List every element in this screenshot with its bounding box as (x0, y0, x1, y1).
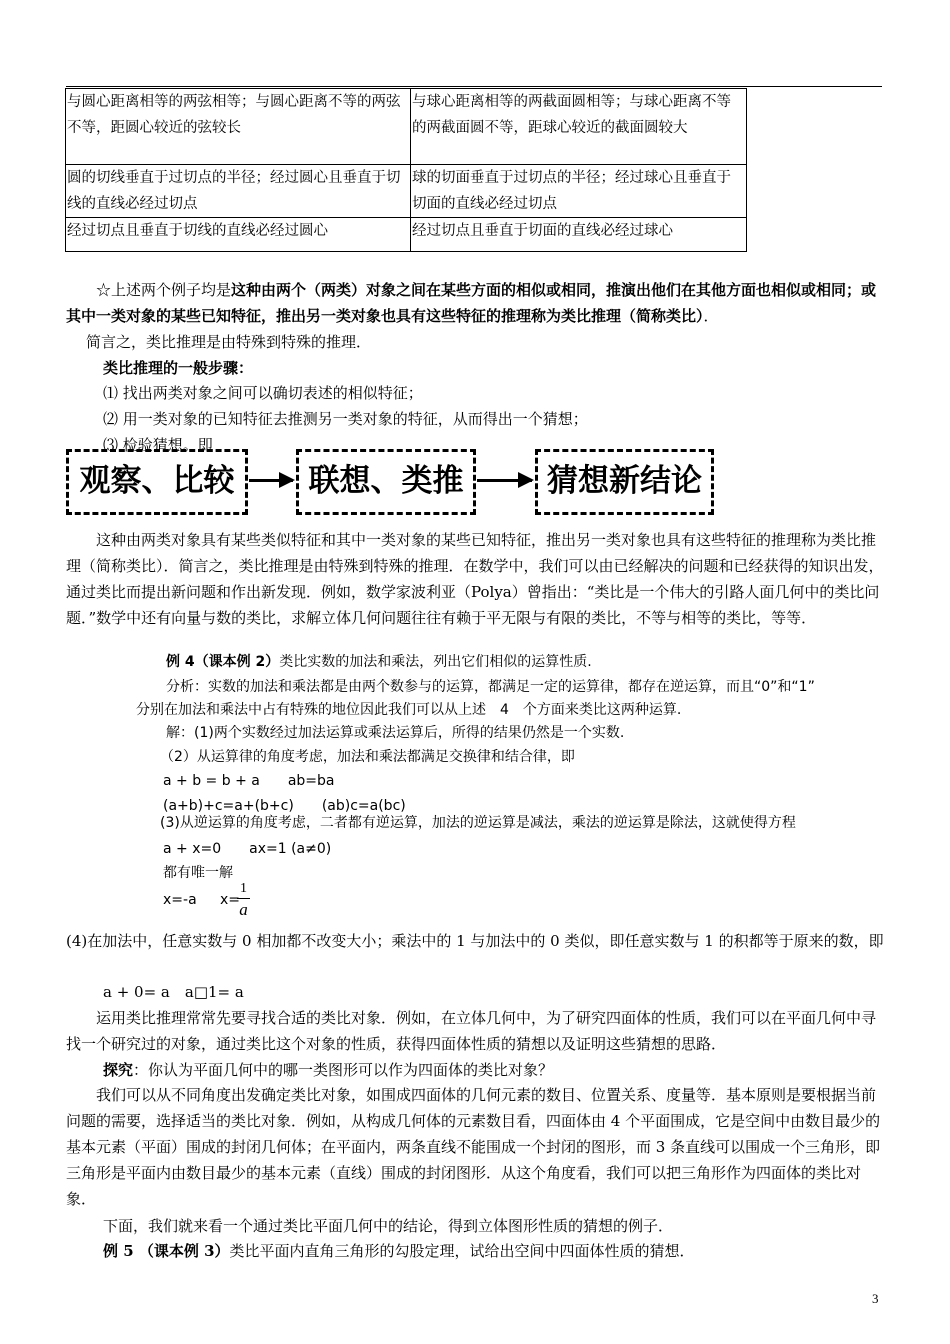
example5-text: 类比平面内直角三角形的勾股定理，试给出空间中四面体性质的猜想． (229, 1242, 695, 1260)
steps-heading: 类比推理的一般步骤： (103, 359, 254, 377)
example4-solution: 解：(1)两个实数经过加法运算或乘法运算后，所得的结果仍然是一个实数. (166, 725, 625, 741)
table-cell: 经过切点且垂直于切线的直线必经过圆心 (66, 218, 411, 252)
table-cell: 与圆心距离相等的两弦相等；与圆心距离不等的两弦不等，距圆心较近的弦较长 (66, 89, 411, 165)
angle-paragraph: 我们可以从不同角度出发确定类比对象，如围成四面体的几何元素的数目、位置关系、度量等．基本原则是要根据当前问题的需要，选择适当的类比对象．例如，从构成几何体的元素数目看，四面体由 4 个平面围成，它是空间中由数目最少的基本元素（平面）围成的封闭几何体；在平面内，两条直线不能围成一个封闭的图形，而 3 条直线可以围成一个三角形，即三角形是平面内由数目最少的基本元素（直线）围成的封闭图形．从这个角度看，我们可以把三角形作为四面体的类比对象． (66, 1086, 881, 1208)
explore-line (103, 1057, 553, 1083)
equation: x=-a (163, 892, 197, 908)
example4-analysis: 分别在加法和乘法中占有特殊的地位因此我们可以从上述 4 个方面来类比这两种运算. (136, 702, 682, 718)
table-row (66, 218, 747, 252)
example5-line (103, 1238, 695, 1264)
next-paragraph: 下面，我们就来看一个通过类比平面几何中的结论，得到立体图形性质的猜想的例子． (103, 1217, 674, 1235)
flow-box-associate: 联想、类推 (296, 449, 476, 515)
page-number: 3 (872, 1291, 879, 1306)
example4-title: 例 4（课本例 2） (166, 654, 280, 670)
fraction (237, 880, 250, 921)
table-cell: 圆的切线垂直于过切点的半径；经过圆心且垂直于切线的直线必经过切点 (66, 165, 411, 218)
table-cell: 与球心距离相等的两截面圆相等；与球心距离不等的两截面圆不等，距球心较近的截面圆较大 (411, 89, 747, 165)
example4-analysis: 分析：实数的加法和乘法都是由两个数参与的运算，都满足一定的运算律，都存在逆运算，而且“0”和“1” (166, 679, 815, 695)
fraction-numerator: 1 (237, 880, 250, 899)
definition-bold: 这种由两个（两类）对象之间在某些方面的相似或相同，推演出他们在其他方面也相似或相同；或其中一类对象的某些已知特征，推出另一类对象也具有这些特征的推理称为类比推理（简称类比） (66, 281, 877, 325)
intro-paragraph: 这种由两类对象具有某些类似特征和其中一类对象的某些已知特征，推出另一类对象也具有这些特征的推理称为类比推理（简称类比）．简言之，类比推理是由特殊到特殊的推理．在数学中，我们可以由已经解决的问题和已经获得的知识出发，通过类比而提出新问题和作出新发现．例如，数学家波利亚（Polya）曾指出：“类比是一个伟大的引路人面几何中的类比问题．”数学中还有向量与数的类比，求解立体几何问题往往有赖于平无限与有限的类比，不等与相等的类比，等等． (66, 531, 884, 627)
definition-end: ． (703, 307, 719, 325)
equation: a + 0= a a□1= a (103, 983, 244, 1001)
definition-brief: 简言之，类比推理是由特殊到特殊的推理． (86, 333, 372, 351)
equation: a + x=0 ax=1 (a≠0) (163, 841, 332, 857)
table-cell: 球的切面垂直于过切点的半径；经过球心且垂直于切面的直线必经过切点 (411, 165, 747, 218)
explore-label: 探究 (103, 1061, 134, 1079)
flow-arrow-icon (249, 479, 293, 482)
example5-title: 例 5 （课本例 3） (103, 1242, 230, 1260)
usage-paragraph: 运用类比推理常常先要寻找合适的类比对象．例如，在立体几何中，为了研究四面体的性质，我们可以在平面几何中寻找一个研究过的对象，通过类比这个对象的性质，获得四面体性质的猜想以及证明这些猜想的思路． (66, 1009, 877, 1053)
table-row (66, 89, 747, 165)
example4-solution: （2）从运算律的角度考虑，加法和乘法都满足交换律和结合律，即 (160, 749, 575, 765)
definition-paragraph (66, 277, 886, 329)
top-rule (66, 86, 882, 87)
equation: (a+b)+c=a+(b+c) (ab)c=a(bc) (163, 798, 406, 814)
star-lead: ☆上述两个例子均是 (96, 281, 232, 299)
step-item: ⑴ 找出两类对象之间可以确切表述的相似特征； (103, 384, 423, 402)
step-item: ⑵ 用一类对象的已知特征去推测另一类对象的特征，从而得出一个猜想； (103, 410, 588, 428)
step-item: ⑶ 检验猜想。即 (103, 436, 213, 454)
flow-arrow-icon (477, 479, 532, 482)
table-cell: 经过切点且垂直于切面的直线必经过球心 (411, 218, 747, 252)
example4-title-line (166, 651, 592, 673)
equation: x= (220, 892, 241, 908)
equation: a + b = b + a ab=ba (163, 773, 335, 789)
table-row (66, 165, 747, 218)
example4-solution: 都有唯一解 (163, 865, 233, 881)
example4-title-rest: 类比实数的加法和乘法，列出它们相似的运算性质. (279, 654, 592, 670)
flow-box-conjecture: 猜想新结论 (535, 449, 714, 515)
example4-solution: (3)从逆运算的角度考虑，二者都有逆运算，加法的逆运算是减法，乘法的逆运算是除法，这就使得方程 (160, 815, 796, 831)
explore-text: ：你认为平面几何中的哪一类图形可以作为四面体的类比对象？ (133, 1061, 554, 1079)
fraction-denominator: a (239, 900, 248, 919)
comparison-table (65, 88, 747, 252)
example4-solution: (4)在加法中，任意实数与 0 相加都不改变大小；乘法中的 1 与加法中的 0 类似，即任意实数与 1 的积都等于原来的数，即 (66, 932, 884, 950)
flow-box-observe: 观察、比较 (66, 449, 248, 515)
